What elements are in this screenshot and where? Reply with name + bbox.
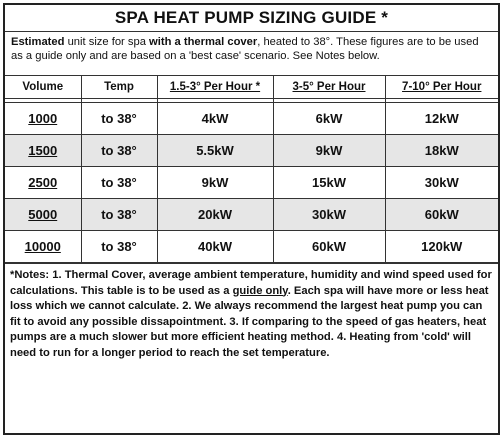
- row-rate-1: 20kW: [157, 199, 273, 231]
- row-rate-3: 30kW: [385, 167, 498, 199]
- row-rate-2: 15kW: [273, 167, 385, 199]
- intro-text: [5, 32, 498, 76]
- row-rate-1: 4kW: [157, 103, 273, 135]
- row-volume: 10000: [5, 231, 81, 263]
- header-rate-2: 3-5° Per Hour: [273, 76, 385, 99]
- header-temp: Temp: [81, 76, 157, 99]
- row-volume: 1000: [5, 103, 81, 135]
- row-rate-1: 5.5kW: [157, 135, 273, 167]
- row-rate-2: 9kW: [273, 135, 385, 167]
- table-row: [5, 167, 498, 199]
- row-volume: 2500: [5, 167, 81, 199]
- page-title: SPA HEAT PUMP SIZING GUIDE *: [5, 5, 498, 32]
- row-volume: 1500: [5, 135, 81, 167]
- row-rate-3: 120kW: [385, 231, 498, 263]
- row-volume: 5000: [5, 199, 81, 231]
- intro-text-b: , heated to 38°. These figures are to be used as a guide only and are based on a 'best case' scenario. See Notes below.: [11, 36, 479, 62]
- row-rate-3: 12kW: [385, 103, 498, 135]
- header-rate-3: 7-10° Per Hour: [385, 76, 498, 99]
- table-row: [5, 199, 498, 231]
- intro-text-a: unit size for spa: [64, 36, 150, 48]
- row-rate-2: 6kW: [273, 103, 385, 135]
- row-rate-3: 60kW: [385, 199, 498, 231]
- row-temp: to 38°: [81, 231, 157, 263]
- sizing-guide-sheet: [3, 3, 500, 435]
- table-row: [5, 231, 498, 263]
- header-rate-1: 1.5-3° Per Hour *: [157, 76, 273, 99]
- header-volume: Volume: [5, 76, 81, 99]
- table-header-row: [5, 76, 498, 99]
- notes-text-a: *Notes: 1. Thermal Cover, average ambient temperature, humidity and wind speed used for calculations. This table is to be used as a: [10, 269, 492, 297]
- table-row: [5, 135, 498, 167]
- row-rate-1: 9kW: [157, 167, 273, 199]
- table-row: [5, 103, 498, 135]
- intro-estimated: Estimated: [11, 36, 65, 48]
- row-rate-3: 18kW: [385, 135, 498, 167]
- notes-guide-only: guide only: [232, 284, 288, 297]
- row-rate-2: 30kW: [273, 199, 385, 231]
- notes-text: [5, 263, 498, 361]
- intro-thermal-cover: with a thermal cover: [149, 36, 258, 48]
- row-temp: to 38°: [81, 167, 157, 199]
- row-temp: to 38°: [81, 199, 157, 231]
- row-temp: to 38°: [81, 103, 157, 135]
- sizing-table: [5, 76, 498, 263]
- row-rate-2: 60kW: [273, 231, 385, 263]
- notes-text-b: . Each spa will have more or less heat loss which we cannot calculate. 2. We always recommend the largest heat pump you can fit to avoid any possible dissapointment. 3. If comparing to the speed of gas heaters, heat pumps are a much slower but more efficient heating method. 4. Heating from 'cold' will need to run for a longer period to reach the set temperature.: [10, 284, 489, 359]
- row-temp: to 38°: [81, 135, 157, 167]
- row-rate-1: 40kW: [157, 231, 273, 263]
